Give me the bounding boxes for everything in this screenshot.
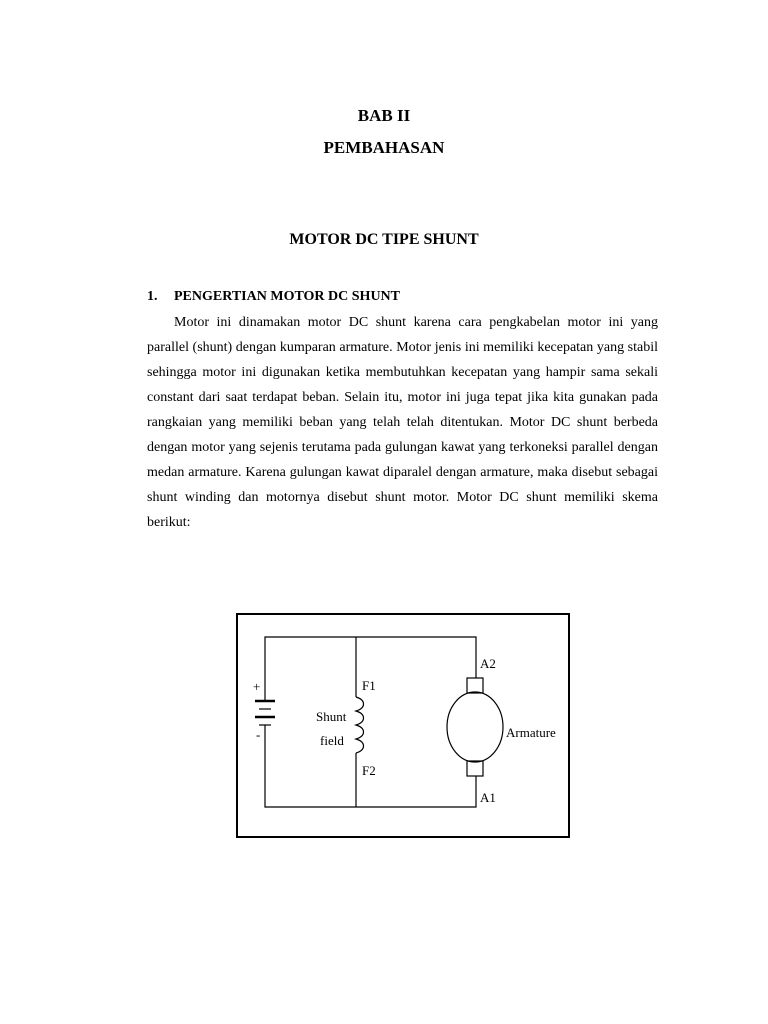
body-paragraph: Motor ini dinamakan motor DC shunt karena cara pengkabelan motor ini yang parallel (shunt) dengan kumparan armature. Motor jenis ini memiliki kecepatan yang stabil sehingga motor ini digunakan ketika membutuhkan kecepatan yang hampir sama sekali constant dari saat terdapat beban. Selain itu, motor ini juga tepat jika kita gunakan pada rangkaian yang memiliki beban yang telah telah ditentukan. Motor DC shunt berbeda dengan motor yang sejenis terutama pada gulungan kawat yang terkoneksi parallel dengan medan armature. Karena gulungan kawat diparalel dengan armature, maka disebut sebagai shunt winding dan motornya disebut shunt motor. Motor DC shunt memiliki skema berikut:	[147, 315, 658, 530]
brush-bottom-icon	[467, 761, 483, 776]
section-heading	[147, 288, 400, 306]
brush-top-icon	[467, 678, 483, 693]
a1-label: A1	[480, 790, 496, 805]
armature-icon	[447, 692, 503, 762]
a2-label: A2	[480, 656, 496, 671]
battery-minus-label: -	[256, 727, 261, 742]
topic-heading: MOTOR DC TIPE SHUNT	[289, 231, 479, 248]
battery-plus-label: +	[253, 679, 261, 694]
section-number: 1.	[147, 289, 158, 304]
field-coil-icon	[356, 697, 364, 753]
shunt-motor-diagram	[236, 613, 570, 838]
f2-label: F2	[362, 763, 376, 778]
f1-label: F1	[362, 678, 376, 693]
circuit-svg	[238, 615, 568, 836]
chapter-heading: BAB II	[357, 106, 411, 125]
shunt-field-label-2: field	[320, 733, 344, 748]
section-title: PENGERTIAN MOTOR DC SHUNT	[174, 289, 400, 304]
wire-top	[265, 637, 476, 675]
chapter-title: PEMBAHASAN	[323, 138, 445, 157]
armature-label: Armature	[506, 725, 556, 740]
shunt-field-label-1: Shunt	[316, 709, 347, 724]
